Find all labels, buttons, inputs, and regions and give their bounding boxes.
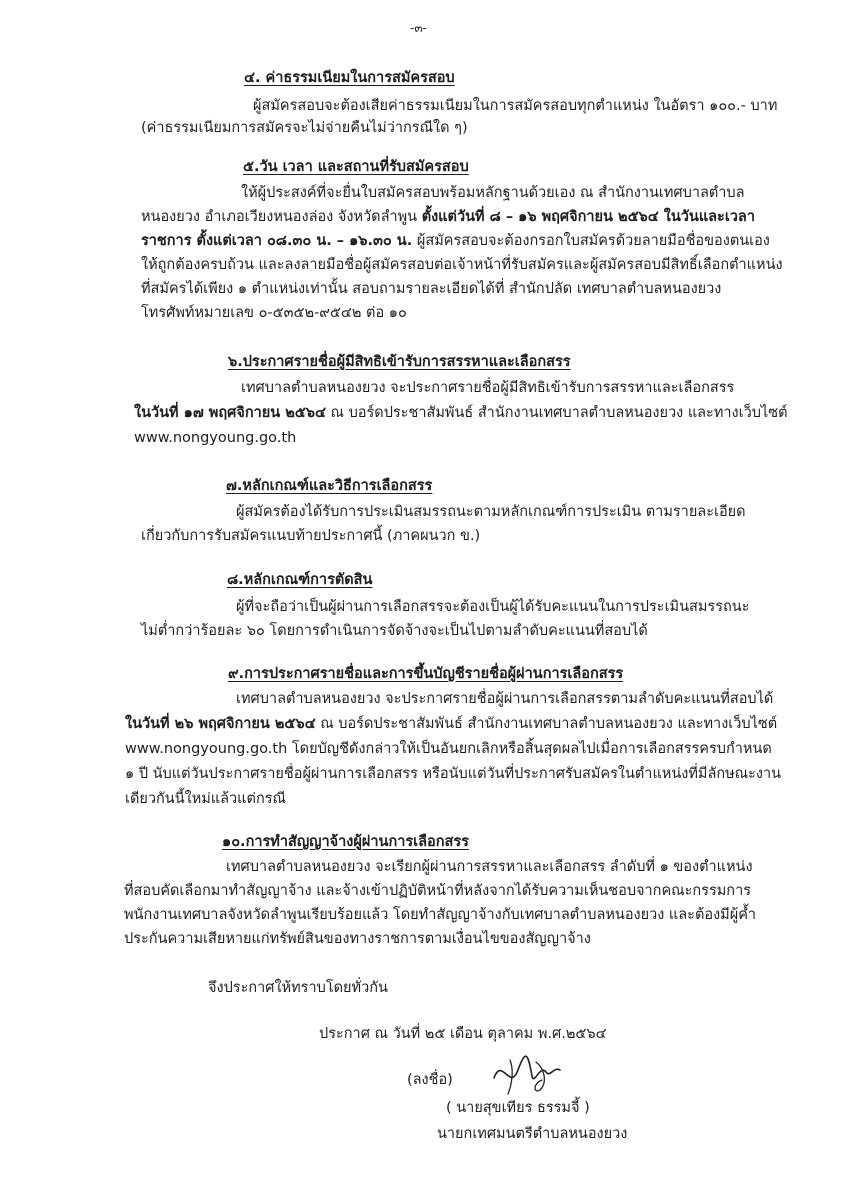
section-10-line: ประกันความเสียหายแก่ทรัพย์สินของทางราชการตามเงื่อนไขของสัญญาจ้าง bbox=[124, 931, 591, 947]
section-9-line: เทศบาลตำบลหนองยวง จะประกาศรายชื่อผู้ผ่านการเลือกสรรตามลำดับคะแนนที่สอบได้ bbox=[236, 691, 774, 707]
section-4-line: ผู้สมัครสอบจะต้องเสียค่าธรรมเนียมในการสมัครสอบทุกตำแหน่ง ในอัตรา ๑๐๐.- บาท bbox=[253, 98, 778, 114]
signed-label: (ลงชื่อ) bbox=[407, 1072, 453, 1088]
signatory-title: นายกเทศมนตรีตำบลหนองยวง bbox=[437, 1126, 628, 1142]
section-6-line: ในวันที่ ๑๗ พฤศจิกายน ๒๕๖๔ ณ บอร์ดประชาสัมพันธ์ สำนักงานเทศบาลตำบลหนองยวง และทางเว็บไซต์ bbox=[134, 405, 788, 421]
section-5-line: หนองยวง อำเภอเวียงหนองล่อง จังหวัดลำพูน ตั้งแต่วันที่ ๘ – ๑๖ พฤศจิกายน ๒๕๖๔ ในวันและเวลา bbox=[141, 209, 755, 225]
announcement-date: ประกาศ ณ วันที่ ๒๕ เดือน ตุลาคม พ.ศ.๒๕๖๔ bbox=[319, 1026, 607, 1042]
section-4-heading: ๔. ค่าธรรมเนียมในการสมัครสอบ bbox=[244, 70, 455, 86]
section-5-line: ราชการ ตั้งแต่เวลา ๐๘.๓๐ น. – ๑๖.๓๐ น. ผู้สมัครสอบจะต้องกรอกใบสมัครด้วยลายมือชื่อของตนเอง bbox=[141, 233, 770, 249]
section-9-line: เดียวกันนี้ใหม่แล้วแต่กรณี bbox=[125, 791, 286, 807]
section-5-line: ที่สมัครได้เพียง ๑ ตำแหน่งเท่านั้น สอบถามรายละเอียดได้ที่ สำนักปลัด เทศบาลตำบลหนองยวง bbox=[141, 281, 722, 297]
section-9-line: www.nongyoung.go.th โดยบัญชีดังกล่าวให้เป็นอันยกเลิกหรือสิ้นสุดผลไปเมื่อการเลือกสรรครบกำหนด bbox=[125, 741, 772, 757]
section-10-line: ที่สอบคัดเลือกมาทำสัญญาจ้าง และจ้างเข้าปฏิบัติหน้าที่หลังจากได้รับความเห็นชอบจากคณะกรรมการ bbox=[124, 883, 752, 899]
section-7-line: เกี่ยวกับการรับสมัครแนบท้ายประกาศนี้ (ภาคผนวก ข.) bbox=[141, 528, 481, 544]
section-8-line: ไม่ต่ำกว่าร้อยละ ๖๐ โดยการดำเนินการจัดจ้างจะเป็นไปตามลำดับคะแนนที่สอบได้ bbox=[141, 623, 648, 639]
section-5-line: ให้ผู้ประสงค์ที่จะยื่นใบสมัครสอบพร้อมหลักฐานด้วยเอง ณ สำนักงานเทศบาลตำบล bbox=[241, 185, 745, 201]
section-5-line: ให้ถูกต้องครบถ้วน และลงลายมือชื่อผู้สมัครสอบต่อเจ้าหน้าที่รับสมัครและผู้สมัครสอบมีสิทธิ์เลือกตำแหน่ง bbox=[141, 257, 783, 273]
section-6-heading: ๖.ประกาศรายชื่อผู้มีสิทธิเข้ารับการสรรหาและเลือกสรร bbox=[228, 354, 571, 370]
section-10-heading: ๑๐.การทำสัญญาจ้างผู้ผ่านการเลือกสรร bbox=[222, 834, 469, 850]
section-8-heading: ๘.หลักเกณฑ์การตัดสิน bbox=[227, 572, 373, 588]
section-10-line: พนักงานเทศบาลจังหวัดลำพูนเรียบร้อยแล้ว โดยทำสัญญาจ้างกับเทศบาลตำบลหนองยวง และต้องมีผู้ค้ำ bbox=[124, 907, 757, 923]
section-5-line: โทรศัพท์หมายเลข ๐-๕๓๕๒-๙๕๔๒ ต่อ ๑๐ bbox=[141, 305, 407, 321]
handwritten-signature bbox=[488, 1048, 568, 1098]
section-7-line: ผู้สมัครต้องได้รับการประเมินสมรรถนะตามหลักเกณฑ์การประเมิน ตามรายละเอียด bbox=[236, 504, 746, 520]
section-5-heading: ๕.วัน เวลา และสถานที่รับสมัครสอบ bbox=[243, 159, 469, 175]
section-10-line: เทศบาลตำบลหนองยวง จะเรียกผู้ผ่านการสรรหาและเลือกสรร ลำดับที่ ๑ ของตำแหน่ง bbox=[226, 859, 753, 875]
section-4-line: (ค่าธรรมเนียมการสมัครจะไม่จ่ายคืนไม่ว่ากรณีใด ๆ) bbox=[141, 120, 468, 136]
section-6-line: เทศบาลตำบลหนองยวง จะประกาศรายชื่อผู้มีสิทธิเข้ารับการสรรหาและเลือกสรร bbox=[241, 380, 735, 396]
section-7-heading: ๗.หลักเกณฑ์และวิธีการเลือกสรร bbox=[226, 478, 433, 494]
closing-statement: จึงประกาศให้ทราบโดยทั่วกัน bbox=[208, 980, 388, 996]
website-link: www.nongyoung.go.th bbox=[134, 430, 297, 446]
section-9-line: ๑ ปี นับแต่วันประกาศรายชื่อผู้ผ่านการเลือกสรร หรือนับแต่วันที่ประกาศรับสมัครในตำแหน่งที่มีลักษณะงาน bbox=[125, 766, 782, 782]
section-9-heading: ๙.การประกาศรายชื่อและการขึ้นบัญชีรายชื่อผู้ผ่านการเลือกสรร bbox=[228, 666, 624, 682]
section-8-line: ผู้ที่จะถือว่าเป็นผู้ผ่านการเลือกสรรจะต้องเป็นผู้ได้รับคะแนนในการประเมินสมรรถนะ bbox=[236, 599, 750, 615]
section-9-line: ในวันที่ ๒๖ พฤศจิกายน ๒๕๖๔ ณ บอร์ดประชาสัมพันธ์ สำนักงานเทศบาลตำบลหนองยวง และทางเว็บไซต์ bbox=[125, 716, 778, 732]
signatory-name: ( นายสุขเทียร ธรรมจี้ ) bbox=[446, 1100, 590, 1116]
page-number: -๓- bbox=[410, 21, 427, 35]
